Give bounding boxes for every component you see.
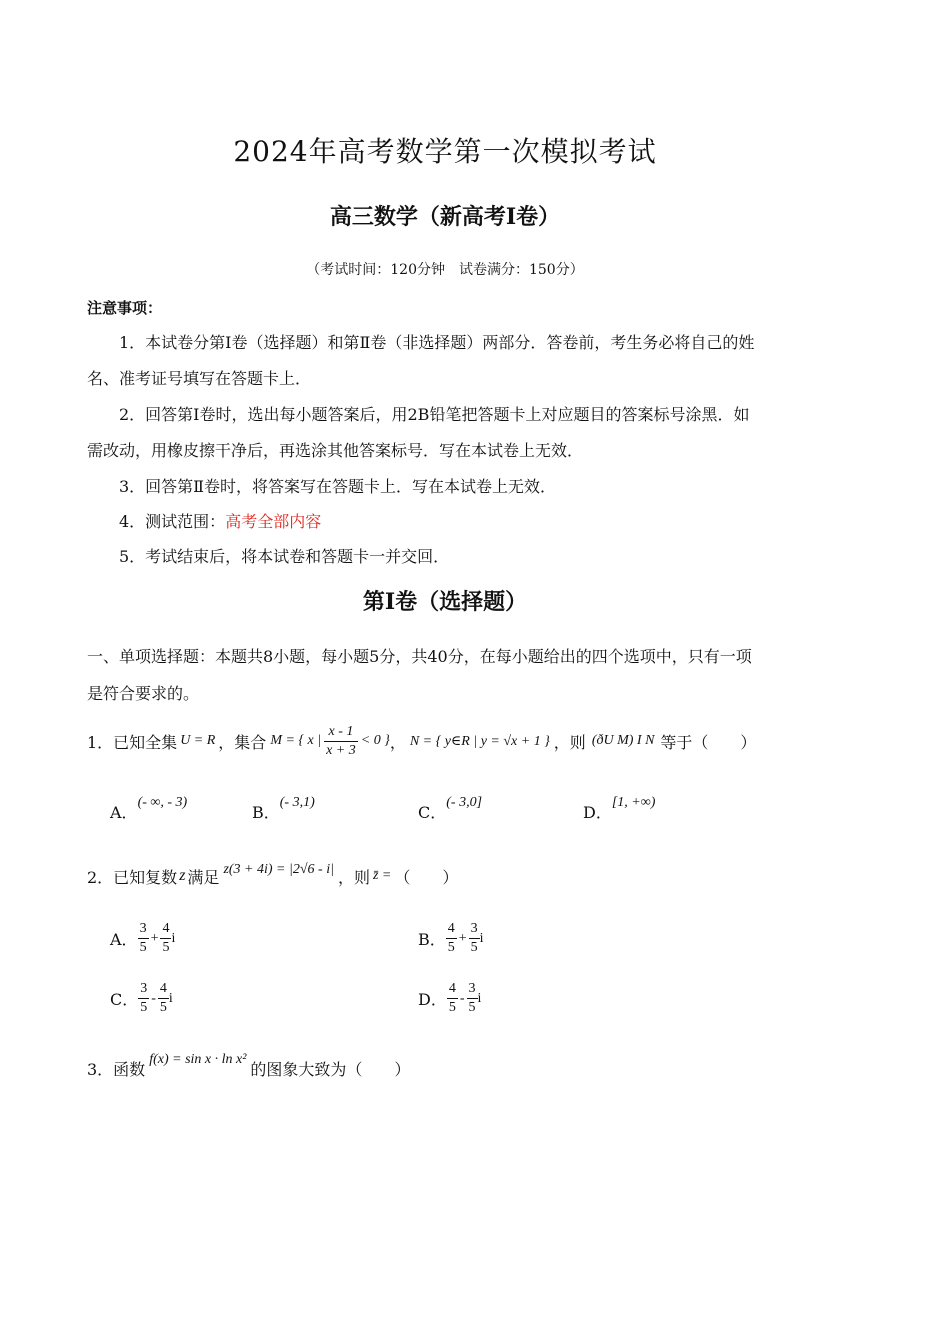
q2-option-b-den-1: 5 [447,940,455,955]
q1-option-b-value: (- 3,1) [279,795,315,810]
q1-set-n: N = { y∈R | y = √x + 1 } [409,733,550,749]
q1-option-a[interactable] [110,795,188,823]
q1-text-1: 1．已知全集 [87,732,178,752]
q1-universal-set: U = R [180,733,216,748]
q2-option-d-fraction-1 [447,980,458,1017]
q2-option-b-imaginary: i [479,930,484,946]
q2-option-b-den-2: 5 [470,940,478,955]
q2-option-d-fraction-2 [467,980,478,1017]
q2-option-c-num-1: 3 [138,980,149,999]
q2-option-c-imaginary: i [168,990,173,1006]
q2-option-d-den-1: 5 [448,1000,456,1015]
section-intro-line-1: 一、单项选择题：本题共8小题，每小题5分，共40分，在每小题给出的四个选项中，只有一项 [87,647,752,666]
q1-option-d-label: D． [583,803,612,822]
q2-option-b-fraction-1 [446,920,457,957]
q1-text-2: ，集合 [218,732,267,752]
question-1 [87,716,756,766]
q1-set-m-denominator: x + 3 [326,742,356,758]
q3-text-1: 3．函数 [87,1060,146,1079]
q1-option-b-label: B． [252,803,280,822]
q2-option-a-fraction-1 [138,920,149,957]
q2-option-d-operator: - [459,990,465,1006]
q2-option-c-fraction-1 [138,980,149,1017]
q2-text-2: 满足 [187,867,220,887]
q2-option-b[interactable] [418,920,484,957]
q2-variable-z: z [179,867,186,884]
notice-item-4-prefix: 4．测试范围： [119,512,226,531]
notice-item-3: 3．回答第Ⅱ卷时，将答案写在答题卡上．写在本试卷上无效． [119,477,557,496]
section-intro-line-2: 是符合要求的。 [87,684,200,703]
q2-option-c-label: C． [110,990,139,1009]
q1-set-m-numerator: x - 1 [324,723,358,742]
q2-option-b-operator: + [458,930,467,946]
exam-title: 2024年高考数学第一次模拟考试 [233,135,657,168]
q1-option-d-value: [1, +∞) [611,795,656,810]
q1-set-m-suffix: < 0 } [360,733,390,748]
exam-info: （考试时间：120分钟 试卷满分：150分） [306,262,584,278]
q2-option-a-fraction-2 [160,920,171,957]
notice-item-5: 5．考试结束后，将本试卷和答题卡一并交回． [119,547,450,566]
q2-option-a-num-1: 3 [138,920,149,939]
q2-option-c-den-2: 5 [159,1000,167,1015]
q2-conjugate: z̄ = [372,868,392,883]
q2-option-d-label: D． [418,990,447,1009]
q1-text-4: 等于（ ） [660,732,757,752]
q2-text-3: ，则 [337,867,370,887]
q1-separator: ， [389,732,406,752]
test-scope: 高考全部内容 [225,512,322,531]
q2-option-b-fraction-2 [469,920,480,957]
q2-equation: z(3 + 4i) = |2√6 - i| [223,862,334,877]
q2-option-a-den-2: 5 [162,940,170,955]
q2-option-a-operator: + [150,930,159,946]
q3-text-2: 的图象大致为（ ） [250,1060,411,1079]
q2-option-c-den-1: 5 [140,1000,148,1015]
q1-option-a-label: A． [110,803,138,822]
q2-option-c[interactable] [110,980,173,1017]
q1-set-m-fraction [324,723,358,760]
q1-expression: (ðU M) I N [591,733,655,748]
q2-option-d-num-2: 3 [467,980,478,999]
q2-option-a-label: A． [110,930,138,949]
q1-option-a-value: (- ∞, - 3) [137,795,188,810]
q3-function: f(x) = sin x · ln x² [149,1052,247,1067]
q2-option-a-den-1: 5 [139,940,147,955]
notice-item-2-line-2: 需改动，用橡皮擦干净后，再选涂其他答案标号．写在本试卷上无效． [87,441,584,460]
q2-option-b-num-2: 3 [469,920,480,939]
notice-item-1-line-2: 名、准考证号填写在答题卡上． [87,369,312,388]
q2-option-a-num-2: 4 [160,920,171,939]
q2-option-a[interactable] [110,920,175,957]
q2-option-c-operator: - [151,990,156,1006]
q2-text-1: 2．已知复数 [87,867,178,887]
exam-subtitle: 高三数学（新高考I卷） [329,204,561,230]
q2-text-4: （ ） [394,867,459,887]
q2-option-d-num-1: 4 [447,980,458,999]
q2-option-b-num-1: 4 [446,920,457,939]
question-2 [87,858,458,894]
notice-item-1-line-1: 1．本试卷分第Ⅰ卷（选择题）和第Ⅱ卷（非选择题）两部分．答卷前，考生务必将自己的姓 [119,333,755,352]
q1-option-c-label: C． [418,803,447,822]
section-title: 第I卷（选择题） [362,589,528,615]
q2-option-c-fraction-2 [158,980,169,1017]
q2-option-a-imaginary: i [171,930,176,946]
q2-option-b-label: B． [418,930,446,949]
q1-set-m-prefix: M = { x | [270,733,322,748]
q1-option-b[interactable] [252,795,315,823]
q1-option-c-value: (- 3,0] [446,795,483,810]
q2-option-d-den-2: 5 [468,1000,476,1015]
q1-option-c[interactable] [418,795,483,823]
notice-item-4 [119,509,321,532]
notice-heading: 注意事项： [87,299,163,317]
question-3 [87,1040,410,1080]
q1-option-d[interactable] [583,795,656,823]
notice-item-2-line-1: 2．回答第Ⅰ卷时，选出每小题答案后，用2B铅笔把答题卡上对应题目的答案标号涂黑．如 [119,405,750,424]
q2-option-d[interactable] [418,980,481,1017]
q1-text-3: ，则 [553,732,586,752]
q2-option-c-num-2: 4 [158,980,169,999]
q2-option-d-imaginary: i [477,990,482,1006]
